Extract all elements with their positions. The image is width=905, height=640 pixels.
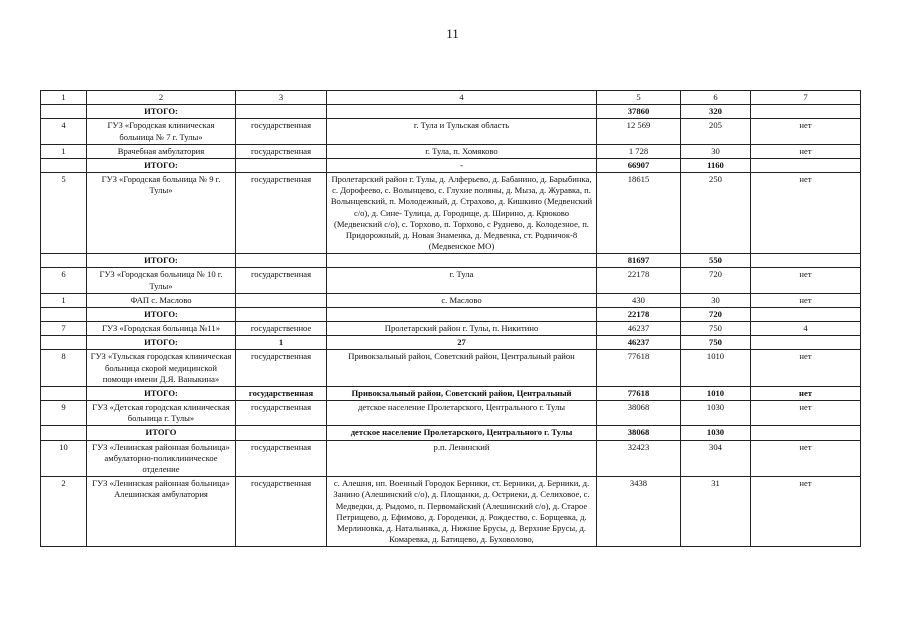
table-cell-4: г. Тула bbox=[327, 268, 597, 293]
table-cell-1: 1 bbox=[41, 144, 87, 158]
table-cell-2: ИТОГО: bbox=[87, 307, 236, 321]
table-cell-6: 550 bbox=[681, 254, 751, 268]
table-row bbox=[41, 350, 861, 387]
table-cell-5: 22178 bbox=[597, 307, 681, 321]
table-cell-7 bbox=[751, 336, 861, 350]
table-cell-7: нет bbox=[751, 268, 861, 293]
header-cell: 5 bbox=[597, 91, 681, 105]
table-cell-6: 750 bbox=[681, 336, 751, 350]
table-cell-3: государственная bbox=[236, 144, 327, 158]
table-cell-7 bbox=[751, 254, 861, 268]
table-row bbox=[41, 268, 861, 293]
table-cell-4: Привокзальный район, Советский район, Центральный район bbox=[327, 350, 597, 387]
table-cell-2: Врачебная амбулатория bbox=[87, 144, 236, 158]
table-cell-4: г. Тула, п. Хомяково bbox=[327, 144, 597, 158]
header-cell: 4 bbox=[327, 91, 597, 105]
table-cell-1: 5 bbox=[41, 173, 87, 254]
header-row bbox=[41, 91, 861, 105]
table-cell-6: 1160 bbox=[681, 158, 751, 172]
table-cell-6: 720 bbox=[681, 268, 751, 293]
table-cell-5: 77618 bbox=[597, 386, 681, 400]
total-row bbox=[41, 336, 861, 350]
table-row bbox=[41, 477, 861, 547]
table-cell-2: ГУЗ «Городская больница №11» bbox=[87, 322, 236, 336]
table-row bbox=[41, 401, 861, 426]
table-cell-1 bbox=[41, 105, 87, 119]
table-cell-1 bbox=[41, 254, 87, 268]
table-cell-6: 31 bbox=[681, 477, 751, 547]
table-cell-6: 30 bbox=[681, 293, 751, 307]
table-cell-1: 2 bbox=[41, 477, 87, 547]
table-cell-3: 1 bbox=[236, 336, 327, 350]
table-cell-1: 9 bbox=[41, 401, 87, 426]
table-cell-5: 38068 bbox=[597, 401, 681, 426]
table-cell-4: с. Маслово bbox=[327, 293, 597, 307]
table-cell-4: г. Тула и Тульская область bbox=[327, 119, 597, 144]
table-cell-4: р.п. Ленинский bbox=[327, 440, 597, 477]
table-cell-4: с. Алешня, нп. Военный Городок Берники, ст. Берники, д. Берники, д. Занино (Алешинский с/о), д. Площанки, д. Остриеки, д. Селиховое, с. Медведки, д. Рыдомо, п. Первомайский (Алешинский с/о), д. Старое Петрищево, д. Ефимово, д. Городенки, д. Рождество, с. Борщевка, д. Мерлиновка, д. Натальинка, д. Нижние Брусы, д. Верхние Брусы, д. Комаревка, д. Батищево, д. Буховолово, bbox=[327, 477, 597, 547]
table-cell-3: государственная bbox=[236, 268, 327, 293]
table-cell-1 bbox=[41, 336, 87, 350]
table-cell-7: нет bbox=[751, 477, 861, 547]
table-cell-4: детское население Пролетарского, Центрального г. Тулы bbox=[327, 426, 597, 440]
table-cell-3: государственная bbox=[236, 173, 327, 254]
table-cell-1: 4 bbox=[41, 119, 87, 144]
table-cell-7: нет bbox=[751, 119, 861, 144]
total-row bbox=[41, 426, 861, 440]
table-cell-3: государственная bbox=[236, 440, 327, 477]
table-cell-4: 27 bbox=[327, 336, 597, 350]
table-cell-4: Пролетарский район г. Тулы, д. Алферьево, д. Бабанино, д. Барыбинка, с. Дорофеево, с. Волынцево, с. Глухие поляны, д. Мыза, д. Журавка, п. Волынцевский, п. Молодежный, д. Страхово, д. Кишкино (Медвенский с/о), д. Сине- Тулица, д. Городище, д. Ширино, д. Крюково (Медвенский с/о), с. Торхово, п. Торхово, с Руднево, д. Колодезное, п. Придорожный, д. Новая Знаменка, д. Медвенка, ст. Родничок-8 (Медвенское МО) bbox=[327, 173, 597, 254]
header-cell: 7 bbox=[751, 91, 861, 105]
total-row bbox=[41, 105, 861, 119]
table-cell-6: 720 bbox=[681, 307, 751, 321]
table-cell-1 bbox=[41, 158, 87, 172]
table-cell-6: 250 bbox=[681, 173, 751, 254]
table-row bbox=[41, 322, 861, 336]
table-cell-2: ГУЗ «Ленинская районная больница» амбулаторно-поликлиническое отделение bbox=[87, 440, 236, 477]
total-row bbox=[41, 307, 861, 321]
table-cell-4: - bbox=[327, 158, 597, 172]
table-cell-3: государственная bbox=[236, 386, 327, 400]
table-cell-3 bbox=[236, 293, 327, 307]
table-cell-6: 320 bbox=[681, 105, 751, 119]
table-cell-2: ГУЗ «Ленинская районная больница» Алешинская амбулатория bbox=[87, 477, 236, 547]
table-cell-3: государственная bbox=[236, 477, 327, 547]
header-cell: 1 bbox=[41, 91, 87, 105]
table-cell-3 bbox=[236, 426, 327, 440]
table-cell-5: 37860 bbox=[597, 105, 681, 119]
table-cell-2: ИТОГО: bbox=[87, 336, 236, 350]
table-row bbox=[41, 293, 861, 307]
table-cell-3: государственная bbox=[236, 119, 327, 144]
table-cell-5: 430 bbox=[597, 293, 681, 307]
header-cell: 6 bbox=[681, 91, 751, 105]
table-cell-5: 3438 bbox=[597, 477, 681, 547]
table-row bbox=[41, 173, 861, 254]
table-cell-7 bbox=[751, 426, 861, 440]
table-cell-2: ГУЗ «Городская больница № 10 г. Тулы» bbox=[87, 268, 236, 293]
table-cell-1 bbox=[41, 307, 87, 321]
table-cell-7 bbox=[751, 307, 861, 321]
table-cell-7: нет bbox=[751, 401, 861, 426]
table-cell-5: 1 728 bbox=[597, 144, 681, 158]
table-cell-2: ФАП с. Маслово bbox=[87, 293, 236, 307]
table-cell-1 bbox=[41, 386, 87, 400]
table-cell-4: Пролетарский район г. Тулы, п. Никитино bbox=[327, 322, 597, 336]
table-cell-1: 8 bbox=[41, 350, 87, 387]
table-cell-7: нет bbox=[751, 144, 861, 158]
table-cell-5: 18615 bbox=[597, 173, 681, 254]
table-cell-7 bbox=[751, 105, 861, 119]
table-cell-5: 66907 bbox=[597, 158, 681, 172]
table-cell-3 bbox=[236, 158, 327, 172]
table-cell-4 bbox=[327, 254, 597, 268]
table-cell-1: 7 bbox=[41, 322, 87, 336]
header-cell: 2 bbox=[87, 91, 236, 105]
table-cell-2: ИТОГО: bbox=[87, 386, 236, 400]
table-cell-4 bbox=[327, 307, 597, 321]
table-cell-7: нет bbox=[751, 440, 861, 477]
table-cell-5: 81697 bbox=[597, 254, 681, 268]
table-cell-6: 1010 bbox=[681, 350, 751, 387]
table-cell-1 bbox=[41, 426, 87, 440]
table-cell-3 bbox=[236, 307, 327, 321]
table-cell-4: Привокзальный район, Советский район, Центральный bbox=[327, 386, 597, 400]
table-cell-4 bbox=[327, 105, 597, 119]
table-cell-1: 6 bbox=[41, 268, 87, 293]
table-cell-1: 10 bbox=[41, 440, 87, 477]
table-cell-7: нет bbox=[751, 293, 861, 307]
table-cell-2: ГУЗ «Городская больница № 9 г. Тулы» bbox=[87, 173, 236, 254]
table-cell-6: 1030 bbox=[681, 426, 751, 440]
table-cell-4: детское население Пролетарского, Центрального г. Тулы bbox=[327, 401, 597, 426]
table-cell-3: государственная bbox=[236, 401, 327, 426]
table-cell-5: 77618 bbox=[597, 350, 681, 387]
table-cell-5: 38068 bbox=[597, 426, 681, 440]
page-number: 11 bbox=[446, 26, 459, 41]
table-row bbox=[41, 440, 861, 477]
table-row bbox=[41, 119, 861, 144]
table-cell-7 bbox=[751, 158, 861, 172]
total-row bbox=[41, 386, 861, 400]
table-cell-2: ГУЗ «Городская клиническая больница № 7 г. Тулы» bbox=[87, 119, 236, 144]
table-cell-3: государственная bbox=[236, 350, 327, 387]
table-cell-2: ИТОГО bbox=[87, 426, 236, 440]
table-cell-6: 30 bbox=[681, 144, 751, 158]
table-cell-6: 1030 bbox=[681, 401, 751, 426]
table-cell-6: 304 bbox=[681, 440, 751, 477]
table-cell-3 bbox=[236, 105, 327, 119]
table-cell-5: 32423 bbox=[597, 440, 681, 477]
total-row bbox=[41, 158, 861, 172]
table-cell-7: нет bbox=[751, 173, 861, 254]
table-cell-2: ИТОГО: bbox=[87, 105, 236, 119]
table-cell-6: 1010 bbox=[681, 386, 751, 400]
table-cell-6: 205 bbox=[681, 119, 751, 144]
table-cell-5: 12 569 bbox=[597, 119, 681, 144]
hospitals-table bbox=[40, 90, 861, 547]
header-cell: 3 bbox=[236, 91, 327, 105]
table-cell-6: 750 bbox=[681, 322, 751, 336]
table-cell-7: нет bbox=[751, 350, 861, 387]
table-cell-3 bbox=[236, 254, 327, 268]
table-cell-5: 46237 bbox=[597, 336, 681, 350]
table-cell-3: государственное bbox=[236, 322, 327, 336]
table-cell-7: 4 bbox=[751, 322, 861, 336]
table-cell-2: ГУЗ «Тульская городская клиническая больница скорой медицинской помощи имени Д.Я. Ваныкина» bbox=[87, 350, 236, 387]
table-cell-2: ИТОГО: bbox=[87, 158, 236, 172]
table-cell-2: ГУЗ «Детская городская клиническая больница г. Тулы» bbox=[87, 401, 236, 426]
table-cell-7: нет bbox=[751, 386, 861, 400]
table-row bbox=[41, 144, 861, 158]
table-cell-5: 22178 bbox=[597, 268, 681, 293]
total-row bbox=[41, 254, 861, 268]
table-cell-5: 46237 bbox=[597, 322, 681, 336]
table-cell-1: 1 bbox=[41, 293, 87, 307]
table-cell-2: ИТОГО: bbox=[87, 254, 236, 268]
